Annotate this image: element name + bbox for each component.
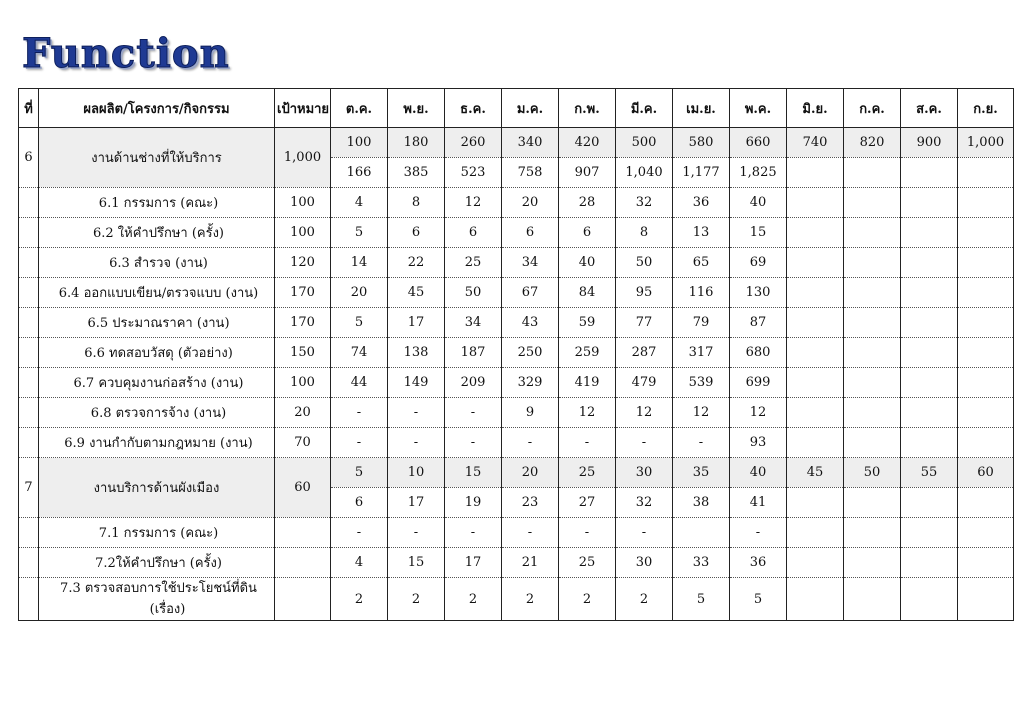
row-index-cell bbox=[19, 578, 39, 621]
month-value-cell: 250 bbox=[502, 338, 559, 368]
month-value-cell bbox=[901, 338, 958, 368]
table-row bbox=[19, 248, 1014, 278]
section-target: 60 bbox=[275, 458, 331, 518]
month-value-cell bbox=[901, 368, 958, 398]
month-value-cell: 40 bbox=[730, 188, 787, 218]
actual-value-cell: 27 bbox=[559, 488, 616, 518]
month-value-cell bbox=[787, 518, 844, 548]
month-value-cell: 95 bbox=[616, 278, 673, 308]
month-value-cell: 9 bbox=[502, 398, 559, 428]
month-value-cell bbox=[673, 518, 730, 548]
row-name: 6.9 งานกำกับตามกฎหมาย (งาน) bbox=[64, 436, 253, 451]
month-value-cell bbox=[787, 368, 844, 398]
month-value-cell bbox=[844, 278, 901, 308]
plan-value-cell: 500 bbox=[616, 128, 673, 158]
month-value-cell: 8 bbox=[388, 188, 445, 218]
actual-value-cell: 1,825 bbox=[730, 158, 787, 188]
table-row bbox=[19, 278, 1014, 308]
month-value-cell: 34 bbox=[445, 308, 502, 338]
plan-value-cell: 580 bbox=[673, 128, 730, 158]
actual-value-cell bbox=[901, 158, 958, 188]
month-value-cell: 67 bbox=[502, 278, 559, 308]
plan-value-cell: 340 bbox=[502, 128, 559, 158]
actual-value-cell bbox=[844, 488, 901, 518]
month-value-cell: 50 bbox=[616, 248, 673, 278]
plan-value-cell: 1,000 bbox=[958, 128, 1014, 158]
header-month: พ.ค. bbox=[730, 89, 787, 128]
row-name-cell bbox=[39, 278, 275, 308]
row-name: 7.3 ตรวจสอบการใช้ประโยชน์ที่ดิน bbox=[60, 581, 257, 596]
month-value-cell bbox=[958, 248, 1014, 278]
row-target: 100 bbox=[275, 368, 331, 398]
month-value-cell: 12 bbox=[673, 398, 730, 428]
report-table bbox=[18, 88, 1014, 621]
row-name: 6.2 ให้คำปรึกษา (ครั้ง) bbox=[93, 226, 224, 241]
month-value-cell: 2 bbox=[445, 578, 502, 621]
month-value-cell: - bbox=[331, 518, 388, 548]
plan-value-cell: 40 bbox=[730, 458, 787, 488]
table-row bbox=[19, 398, 1014, 428]
header-target: เป้าหมาย bbox=[275, 89, 331, 128]
month-value-cell: - bbox=[445, 428, 502, 458]
month-value-cell bbox=[844, 218, 901, 248]
month-value-cell bbox=[787, 398, 844, 428]
month-value-cell: 15 bbox=[388, 548, 445, 578]
row-target: 120 bbox=[275, 248, 331, 278]
month-value-cell: 4 bbox=[331, 548, 388, 578]
month-value-cell: 79 bbox=[673, 308, 730, 338]
month-value-cell: 419 bbox=[559, 368, 616, 398]
row-name: 7.1 กรรมการ (คณะ) bbox=[98, 526, 219, 541]
month-value-cell: 77 bbox=[616, 308, 673, 338]
row-target: 170 bbox=[275, 308, 331, 338]
row-name: 6.5 ประมาณราคา (งาน) bbox=[87, 316, 230, 331]
month-value-cell: 5 bbox=[331, 308, 388, 338]
month-value-cell bbox=[787, 308, 844, 338]
month-value-cell: 69 bbox=[730, 248, 787, 278]
header-month: เม.ย. bbox=[673, 89, 730, 128]
section-name: งานบริการด้านผังเมือง bbox=[39, 458, 275, 518]
month-value-cell: 36 bbox=[673, 188, 730, 218]
actual-value-cell: 166 bbox=[331, 158, 388, 188]
header-month: ก.พ. bbox=[559, 89, 616, 128]
month-value-cell: 15 bbox=[730, 218, 787, 248]
month-value-cell: 25 bbox=[559, 548, 616, 578]
table-row bbox=[19, 578, 1014, 621]
month-value-cell: 5 bbox=[331, 218, 388, 248]
month-value-cell: 479 bbox=[616, 368, 673, 398]
row-name-cell bbox=[39, 548, 275, 578]
table-header-row bbox=[19, 89, 1014, 128]
table-row bbox=[19, 218, 1014, 248]
month-value-cell bbox=[844, 578, 901, 621]
row-index-cell bbox=[19, 218, 39, 248]
table-row bbox=[19, 428, 1014, 458]
month-value-cell bbox=[958, 368, 1014, 398]
row-name-cell bbox=[39, 368, 275, 398]
month-value-cell: 14 bbox=[331, 248, 388, 278]
month-value-cell: - bbox=[445, 398, 502, 428]
month-value-cell bbox=[787, 338, 844, 368]
month-value-cell bbox=[958, 428, 1014, 458]
month-value-cell: 22 bbox=[388, 248, 445, 278]
table-body bbox=[19, 128, 1014, 621]
month-value-cell bbox=[787, 278, 844, 308]
row-index-cell bbox=[19, 338, 39, 368]
report-table-container bbox=[18, 88, 1014, 621]
row-index-cell bbox=[19, 368, 39, 398]
actual-value-cell: 758 bbox=[502, 158, 559, 188]
row-name-line2: (เรื่อง) bbox=[149, 602, 186, 617]
section-index: 6 bbox=[19, 128, 39, 188]
month-value-cell: - bbox=[616, 518, 673, 548]
month-value-cell: 8 bbox=[616, 218, 673, 248]
plan-value-cell: 100 bbox=[331, 128, 388, 158]
month-value-cell: 2 bbox=[331, 578, 388, 621]
plan-value-cell: 740 bbox=[787, 128, 844, 158]
row-target: 150 bbox=[275, 338, 331, 368]
actual-value-cell: 23 bbox=[502, 488, 559, 518]
row-name: 6.6 ทดสอบวัสดุ (ตัวอย่าง) bbox=[84, 346, 233, 361]
month-value-cell bbox=[844, 548, 901, 578]
plan-value-cell: 900 bbox=[901, 128, 958, 158]
month-value-cell: 539 bbox=[673, 368, 730, 398]
month-value-cell: 680 bbox=[730, 338, 787, 368]
plan-value-cell: 20 bbox=[502, 458, 559, 488]
row-name-cell bbox=[39, 518, 275, 548]
month-value-cell: 50 bbox=[445, 278, 502, 308]
month-value-cell: 28 bbox=[559, 188, 616, 218]
plan-value-cell: 660 bbox=[730, 128, 787, 158]
actual-value-cell: 1,040 bbox=[616, 158, 673, 188]
row-name-cell bbox=[39, 248, 275, 278]
table-row bbox=[19, 308, 1014, 338]
section-index: 7 bbox=[19, 458, 39, 518]
plan-value-cell: 25 bbox=[559, 458, 616, 488]
month-value-cell: 5 bbox=[730, 578, 787, 621]
actual-value-cell: 19 bbox=[445, 488, 502, 518]
month-value-cell: 21 bbox=[502, 548, 559, 578]
month-value-cell: 44 bbox=[331, 368, 388, 398]
month-value-cell bbox=[958, 278, 1014, 308]
header-month: ส.ค. bbox=[901, 89, 958, 128]
month-value-cell bbox=[901, 428, 958, 458]
month-value-cell bbox=[844, 338, 901, 368]
month-value-cell: 4 bbox=[331, 188, 388, 218]
month-value-cell bbox=[844, 188, 901, 218]
month-value-cell: 6 bbox=[388, 218, 445, 248]
month-value-cell: 33 bbox=[673, 548, 730, 578]
month-value-cell bbox=[958, 218, 1014, 248]
month-value-cell bbox=[901, 188, 958, 218]
row-index-cell bbox=[19, 548, 39, 578]
month-value-cell: - bbox=[559, 428, 616, 458]
month-value-cell bbox=[958, 308, 1014, 338]
row-index-cell bbox=[19, 188, 39, 218]
month-value-cell: 87 bbox=[730, 308, 787, 338]
month-value-cell: 12 bbox=[445, 188, 502, 218]
month-value-cell: 259 bbox=[559, 338, 616, 368]
header-month: ม.ค. bbox=[502, 89, 559, 128]
month-value-cell: 2 bbox=[502, 578, 559, 621]
month-value-cell: 12 bbox=[730, 398, 787, 428]
month-value-cell: - bbox=[730, 518, 787, 548]
row-index-cell bbox=[19, 278, 39, 308]
actual-value-cell: 38 bbox=[673, 488, 730, 518]
month-value-cell: - bbox=[559, 518, 616, 548]
month-value-cell bbox=[787, 428, 844, 458]
month-value-cell: 699 bbox=[730, 368, 787, 398]
month-value-cell: 149 bbox=[388, 368, 445, 398]
header-month: ธ.ค. bbox=[445, 89, 502, 128]
month-value-cell bbox=[787, 248, 844, 278]
row-name-cell bbox=[39, 188, 275, 218]
row-index-cell bbox=[19, 308, 39, 338]
row-name-cell bbox=[39, 578, 275, 621]
header-month: ก.ค. bbox=[844, 89, 901, 128]
plan-value-cell: 180 bbox=[388, 128, 445, 158]
actual-value-cell bbox=[787, 158, 844, 188]
row-name: 6.4 ออกแบบเขียน/ตรวจแบบ (งาน) bbox=[58, 286, 259, 301]
plan-value-cell: 50 bbox=[844, 458, 901, 488]
month-value-cell: 5 bbox=[673, 578, 730, 621]
actual-value-cell: 17 bbox=[388, 488, 445, 518]
month-value-cell: - bbox=[502, 518, 559, 548]
month-value-cell: 65 bbox=[673, 248, 730, 278]
actual-value-cell bbox=[958, 158, 1014, 188]
month-value-cell: 287 bbox=[616, 338, 673, 368]
row-index-cell bbox=[19, 428, 39, 458]
month-value-cell: 329 bbox=[502, 368, 559, 398]
month-value-cell: 6 bbox=[559, 218, 616, 248]
month-value-cell bbox=[958, 338, 1014, 368]
month-value-cell: 17 bbox=[388, 308, 445, 338]
month-value-cell: 93 bbox=[730, 428, 787, 458]
section-plan-row bbox=[19, 128, 1014, 158]
month-value-cell: 13 bbox=[673, 218, 730, 248]
row-name: 7.2ให้คำปรึกษา (ครั้ง) bbox=[95, 556, 222, 571]
month-value-cell: 138 bbox=[388, 338, 445, 368]
month-value-cell: 30 bbox=[616, 548, 673, 578]
header-month: มี.ค. bbox=[616, 89, 673, 128]
actual-value-cell: 41 bbox=[730, 488, 787, 518]
row-target: 170 bbox=[275, 278, 331, 308]
month-value-cell: 43 bbox=[502, 308, 559, 338]
header-index: ที่ bbox=[19, 89, 39, 128]
plan-value-cell: 5 bbox=[331, 458, 388, 488]
month-value-cell: 130 bbox=[730, 278, 787, 308]
table-row bbox=[19, 548, 1014, 578]
plan-value-cell: 60 bbox=[958, 458, 1014, 488]
header-month: พ.ย. bbox=[388, 89, 445, 128]
month-value-cell bbox=[901, 278, 958, 308]
month-value-cell bbox=[958, 548, 1014, 578]
month-value-cell: 2 bbox=[388, 578, 445, 621]
row-target bbox=[275, 578, 331, 621]
month-value-cell bbox=[958, 578, 1014, 621]
actual-value-cell bbox=[958, 488, 1014, 518]
month-value-cell bbox=[844, 428, 901, 458]
month-value-cell: 59 bbox=[559, 308, 616, 338]
month-value-cell: 116 bbox=[673, 278, 730, 308]
month-value-cell: 25 bbox=[445, 248, 502, 278]
row-index-cell bbox=[19, 518, 39, 548]
month-value-cell: - bbox=[331, 398, 388, 428]
month-value-cell: 20 bbox=[502, 188, 559, 218]
month-value-cell: 209 bbox=[445, 368, 502, 398]
month-value-cell: 74 bbox=[331, 338, 388, 368]
page-title: Function bbox=[22, 30, 230, 77]
row-name-cell bbox=[39, 308, 275, 338]
month-value-cell bbox=[787, 548, 844, 578]
row-name: 6.3 สำรวจ (งาน) bbox=[109, 256, 208, 271]
month-value-cell: 2 bbox=[616, 578, 673, 621]
actual-value-cell bbox=[844, 158, 901, 188]
month-value-cell: 12 bbox=[616, 398, 673, 428]
month-value-cell: 40 bbox=[559, 248, 616, 278]
row-name: 6.7 ควบคุมงานก่อสร้าง (งาน) bbox=[73, 376, 244, 391]
plan-value-cell: 820 bbox=[844, 128, 901, 158]
month-value-cell bbox=[901, 578, 958, 621]
month-value-cell bbox=[958, 398, 1014, 428]
row-name-cell bbox=[39, 398, 275, 428]
month-value-cell: - bbox=[445, 518, 502, 548]
month-value-cell: 187 bbox=[445, 338, 502, 368]
header-month: ก.ย. bbox=[958, 89, 1014, 128]
month-value-cell bbox=[901, 308, 958, 338]
month-value-cell: 36 bbox=[730, 548, 787, 578]
actual-value-cell bbox=[901, 488, 958, 518]
actual-value-cell bbox=[787, 488, 844, 518]
actual-value-cell: 907 bbox=[559, 158, 616, 188]
month-value-cell: - bbox=[616, 428, 673, 458]
plan-value-cell: 30 bbox=[616, 458, 673, 488]
row-name-cell bbox=[39, 338, 275, 368]
header-name: ผลผลิต/โครงการ/กิจกรรม bbox=[39, 89, 275, 128]
month-value-cell: - bbox=[502, 428, 559, 458]
month-value-cell: - bbox=[388, 398, 445, 428]
month-value-cell: - bbox=[388, 428, 445, 458]
section-plan-row bbox=[19, 458, 1014, 488]
row-index-cell bbox=[19, 248, 39, 278]
month-value-cell: 20 bbox=[331, 278, 388, 308]
actual-value-cell: 6 bbox=[331, 488, 388, 518]
plan-value-cell: 45 bbox=[787, 458, 844, 488]
month-value-cell bbox=[787, 188, 844, 218]
row-target: 70 bbox=[275, 428, 331, 458]
table-row bbox=[19, 338, 1014, 368]
month-value-cell bbox=[844, 368, 901, 398]
plan-value-cell: 420 bbox=[559, 128, 616, 158]
month-value-cell bbox=[844, 398, 901, 428]
row-target: 20 bbox=[275, 398, 331, 428]
row-name: 6.8 ตรวจการจ้าง (งาน) bbox=[90, 406, 227, 421]
table-row bbox=[19, 368, 1014, 398]
month-value-cell: 45 bbox=[388, 278, 445, 308]
plan-value-cell: 35 bbox=[673, 458, 730, 488]
row-name-cell bbox=[39, 218, 275, 248]
row-target: 100 bbox=[275, 188, 331, 218]
section-name: งานด้านช่างที่ให้บริการ bbox=[39, 128, 275, 188]
actual-value-cell: 523 bbox=[445, 158, 502, 188]
month-value-cell bbox=[901, 248, 958, 278]
plan-value-cell: 10 bbox=[388, 458, 445, 488]
month-value-cell: - bbox=[673, 428, 730, 458]
month-value-cell bbox=[787, 578, 844, 621]
actual-value-cell: 32 bbox=[616, 488, 673, 518]
month-value-cell bbox=[958, 518, 1014, 548]
plan-value-cell: 15 bbox=[445, 458, 502, 488]
plan-value-cell: 260 bbox=[445, 128, 502, 158]
header-month: ต.ค. bbox=[331, 89, 388, 128]
month-value-cell bbox=[844, 518, 901, 548]
month-value-cell: 2 bbox=[559, 578, 616, 621]
month-value-cell bbox=[901, 548, 958, 578]
plan-value-cell: 55 bbox=[901, 458, 958, 488]
month-value-cell: 317 bbox=[673, 338, 730, 368]
row-target bbox=[275, 518, 331, 548]
month-value-cell: 6 bbox=[502, 218, 559, 248]
month-value-cell bbox=[844, 308, 901, 338]
month-value-cell bbox=[844, 248, 901, 278]
row-target bbox=[275, 548, 331, 578]
month-value-cell bbox=[787, 218, 844, 248]
month-value-cell: 84 bbox=[559, 278, 616, 308]
month-value-cell: 6 bbox=[445, 218, 502, 248]
row-target: 100 bbox=[275, 218, 331, 248]
actual-value-cell: 1,177 bbox=[673, 158, 730, 188]
row-name-cell bbox=[39, 428, 275, 458]
month-value-cell bbox=[901, 398, 958, 428]
month-value-cell bbox=[901, 218, 958, 248]
table-row bbox=[19, 518, 1014, 548]
month-value-cell: 34 bbox=[502, 248, 559, 278]
month-value-cell: 17 bbox=[445, 548, 502, 578]
month-value-cell bbox=[958, 188, 1014, 218]
table-row bbox=[19, 188, 1014, 218]
month-value-cell: 32 bbox=[616, 188, 673, 218]
month-value-cell bbox=[901, 518, 958, 548]
month-value-cell: - bbox=[388, 518, 445, 548]
month-value-cell: 12 bbox=[559, 398, 616, 428]
actual-value-cell: 385 bbox=[388, 158, 445, 188]
section-target: 1,000 bbox=[275, 128, 331, 188]
month-value-cell: - bbox=[331, 428, 388, 458]
row-name: 6.1 กรรมการ (คณะ) bbox=[98, 196, 219, 211]
row-index-cell bbox=[19, 398, 39, 428]
header-month: มิ.ย. bbox=[787, 89, 844, 128]
